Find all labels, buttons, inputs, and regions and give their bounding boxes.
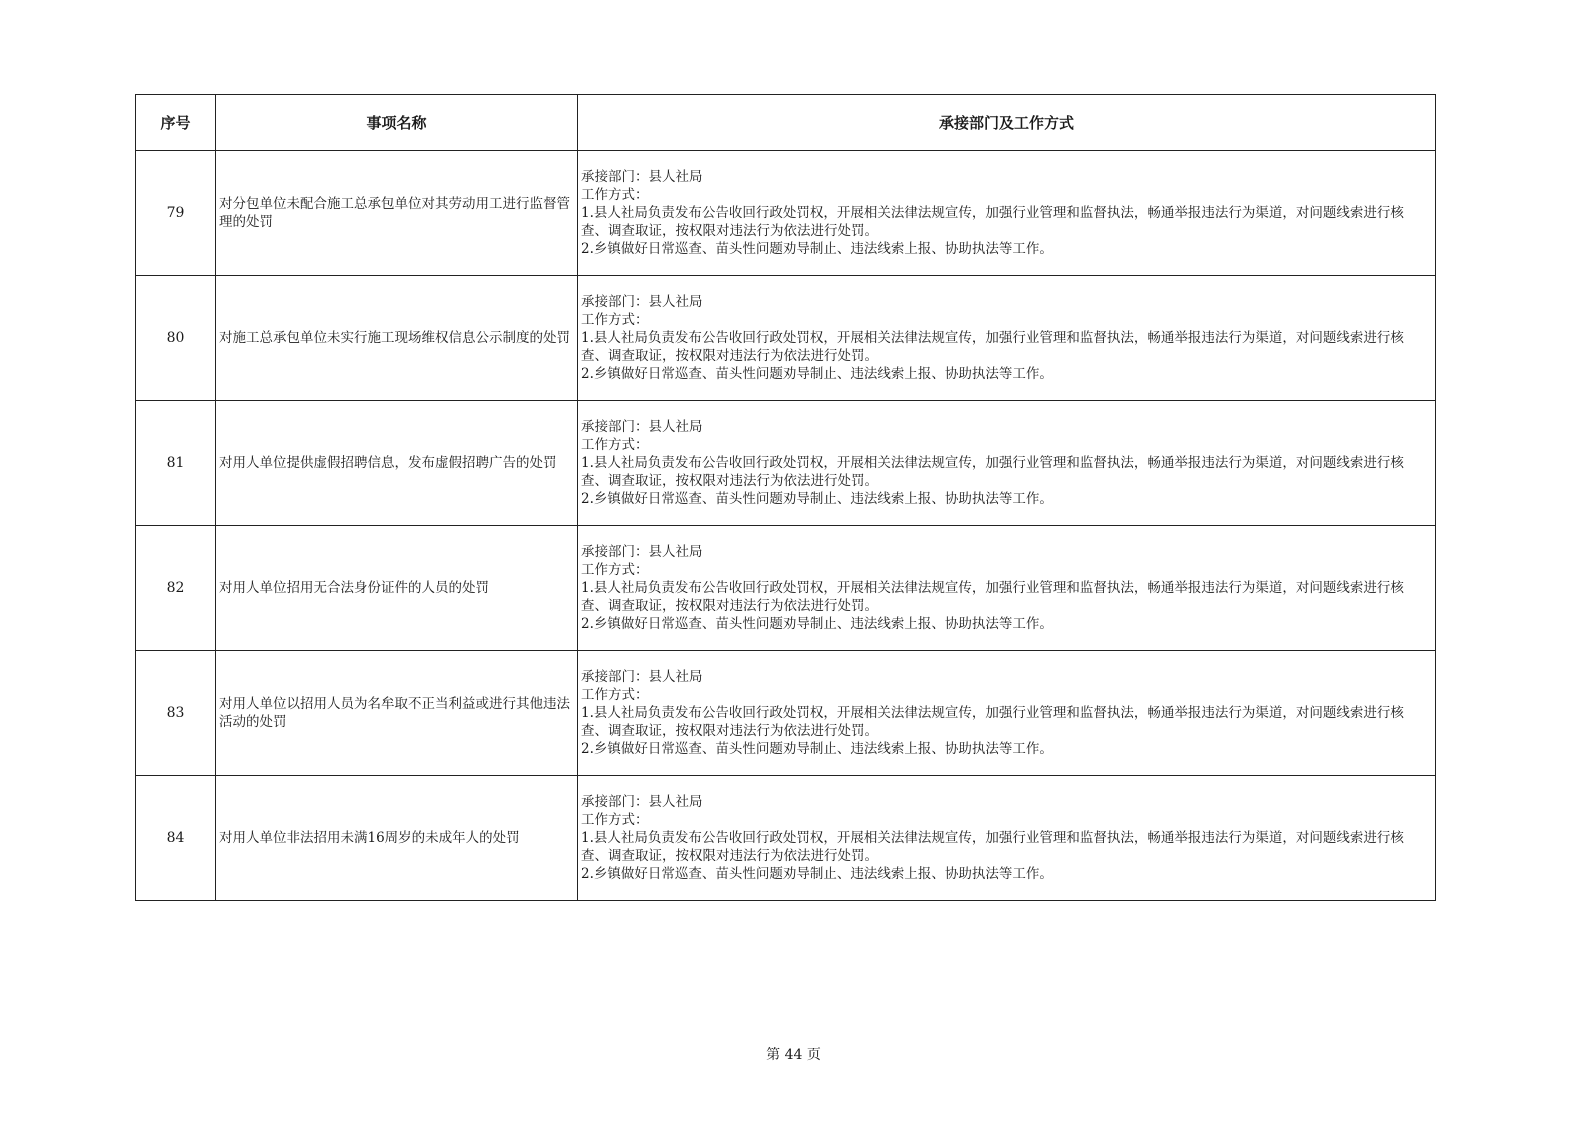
item-name-cell: 对施工总承包单位未实行施工现场维权信息公示制度的处罚 [216,276,578,401]
item-name-cell: 对用人单位提供虚假招聘信息，发布虚假招聘广告的处罚 [216,401,578,526]
method-item-2: 2.乡镇做好日常巡查、苗头性问题劝导制止、违法线索上报、协助执法等工作。 [581,866,1053,882]
method-item-2: 2.乡镇做好日常巡查、苗头性问题劝导制止、违法线索上报、协助执法等工作。 [581,741,1053,757]
items-table [135,94,1436,901]
table-row [136,401,1436,526]
department-method-cell [578,276,1436,401]
serial-number-cell: 83 [136,651,216,776]
department-method-cell [578,401,1436,526]
department-line: 承接部门：县人社局 [581,669,703,685]
table-row [136,151,1436,276]
method-item-1: 1.县人社局负责发布公告收回行政处罚权，开展相关法律法规宣传，加强行业管理和监督执法，畅通举报违法行为渠道，对问题线索进行核查、调查取证，按权限对违法行为依法进行处罚。 [581,580,1404,614]
department-line: 承接部门：县人社局 [581,169,703,185]
method-label: 工作方式： [581,437,649,453]
serial-number-cell: 82 [136,526,216,651]
table-row [136,526,1436,651]
method-item-2: 2.乡镇做好日常巡查、苗头性问题劝导制止、违法线索上报、协助执法等工作。 [581,241,1053,257]
department-method-cell [578,526,1436,651]
method-item-1: 1.县人社局负责发布公告收回行政处罚权，开展相关法律法规宣传，加强行业管理和监督执法，畅通举报违法行为渠道，对问题线索进行核查、调查取证，按权限对违法行为依法进行处罚。 [581,330,1404,364]
serial-number-cell: 79 [136,151,216,276]
method-item-1: 1.县人社局负责发布公告收回行政处罚权，开展相关法律法规宣传，加强行业管理和监督执法，畅通举报违法行为渠道，对问题线索进行核查、调查取证，按权限对违法行为依法进行处罚。 [581,455,1404,489]
department-line: 承接部门：县人社局 [581,794,703,810]
item-name-cell: 对用人单位以招用人员为名牟取不正当利益或进行其他违法活动的处罚 [216,651,578,776]
table-row [136,276,1436,401]
item-name-cell: 对用人单位非法招用未满16周岁的未成年人的处罚 [216,776,578,901]
method-label: 工作方式： [581,812,649,828]
item-name-cell: 对用人单位招用无合法身份证件的人员的处罚 [216,526,578,651]
department-line: 承接部门：县人社局 [581,419,703,435]
department-method-cell [578,651,1436,776]
method-label: 工作方式： [581,187,649,203]
method-label: 工作方式： [581,312,649,328]
method-item-1: 1.县人社局负责发布公告收回行政处罚权，开展相关法律法规宣传，加强行业管理和监督执法，畅通举报违法行为渠道，对问题线索进行核查、调查取证，按权限对违法行为依法进行处罚。 [581,830,1404,864]
method-item-2: 2.乡镇做好日常巡查、苗头性问题劝导制止、违法线索上报、协助执法等工作。 [581,366,1053,382]
method-label: 工作方式： [581,687,649,703]
method-item-1: 1.县人社局负责发布公告收回行政处罚权，开展相关法律法规宣传，加强行业管理和监督执法，畅通举报违法行为渠道，对问题线索进行核查、调查取证，按权限对违法行为依法进行处罚。 [581,205,1404,239]
page-number: 第 44 页 [766,1047,821,1063]
department-method-cell [578,776,1436,901]
method-item-1: 1.县人社局负责发布公告收回行政处罚权，开展相关法律法规宣传，加强行业管理和监督执法，畅通举报违法行为渠道，对问题线索进行核查、调查取证，按权限对违法行为依法进行处罚。 [581,705,1404,739]
department-line: 承接部门：县人社局 [581,294,703,310]
item-name-cell: 对分包单位未配合施工总承包单位对其劳动用工进行监督管理的处罚 [216,151,578,276]
table-row [136,651,1436,776]
header-serial-number: 序号 [136,95,216,151]
serial-number-cell: 80 [136,276,216,401]
header-item-name: 事项名称 [216,95,578,151]
method-label: 工作方式： [581,562,649,578]
department-method-cell [578,151,1436,276]
department-line: 承接部门：县人社局 [581,544,703,560]
method-item-2: 2.乡镇做好日常巡查、苗头性问题劝导制止、违法线索上报、协助执法等工作。 [581,616,1053,632]
serial-number-cell: 84 [136,776,216,901]
header-department-method: 承接部门及工作方式 [578,95,1436,151]
table-row [136,776,1436,901]
header-row [136,95,1436,151]
serial-number-cell: 81 [136,401,216,526]
method-item-2: 2.乡镇做好日常巡查、苗头性问题劝导制止、违法线索上报、协助执法等工作。 [581,491,1053,507]
